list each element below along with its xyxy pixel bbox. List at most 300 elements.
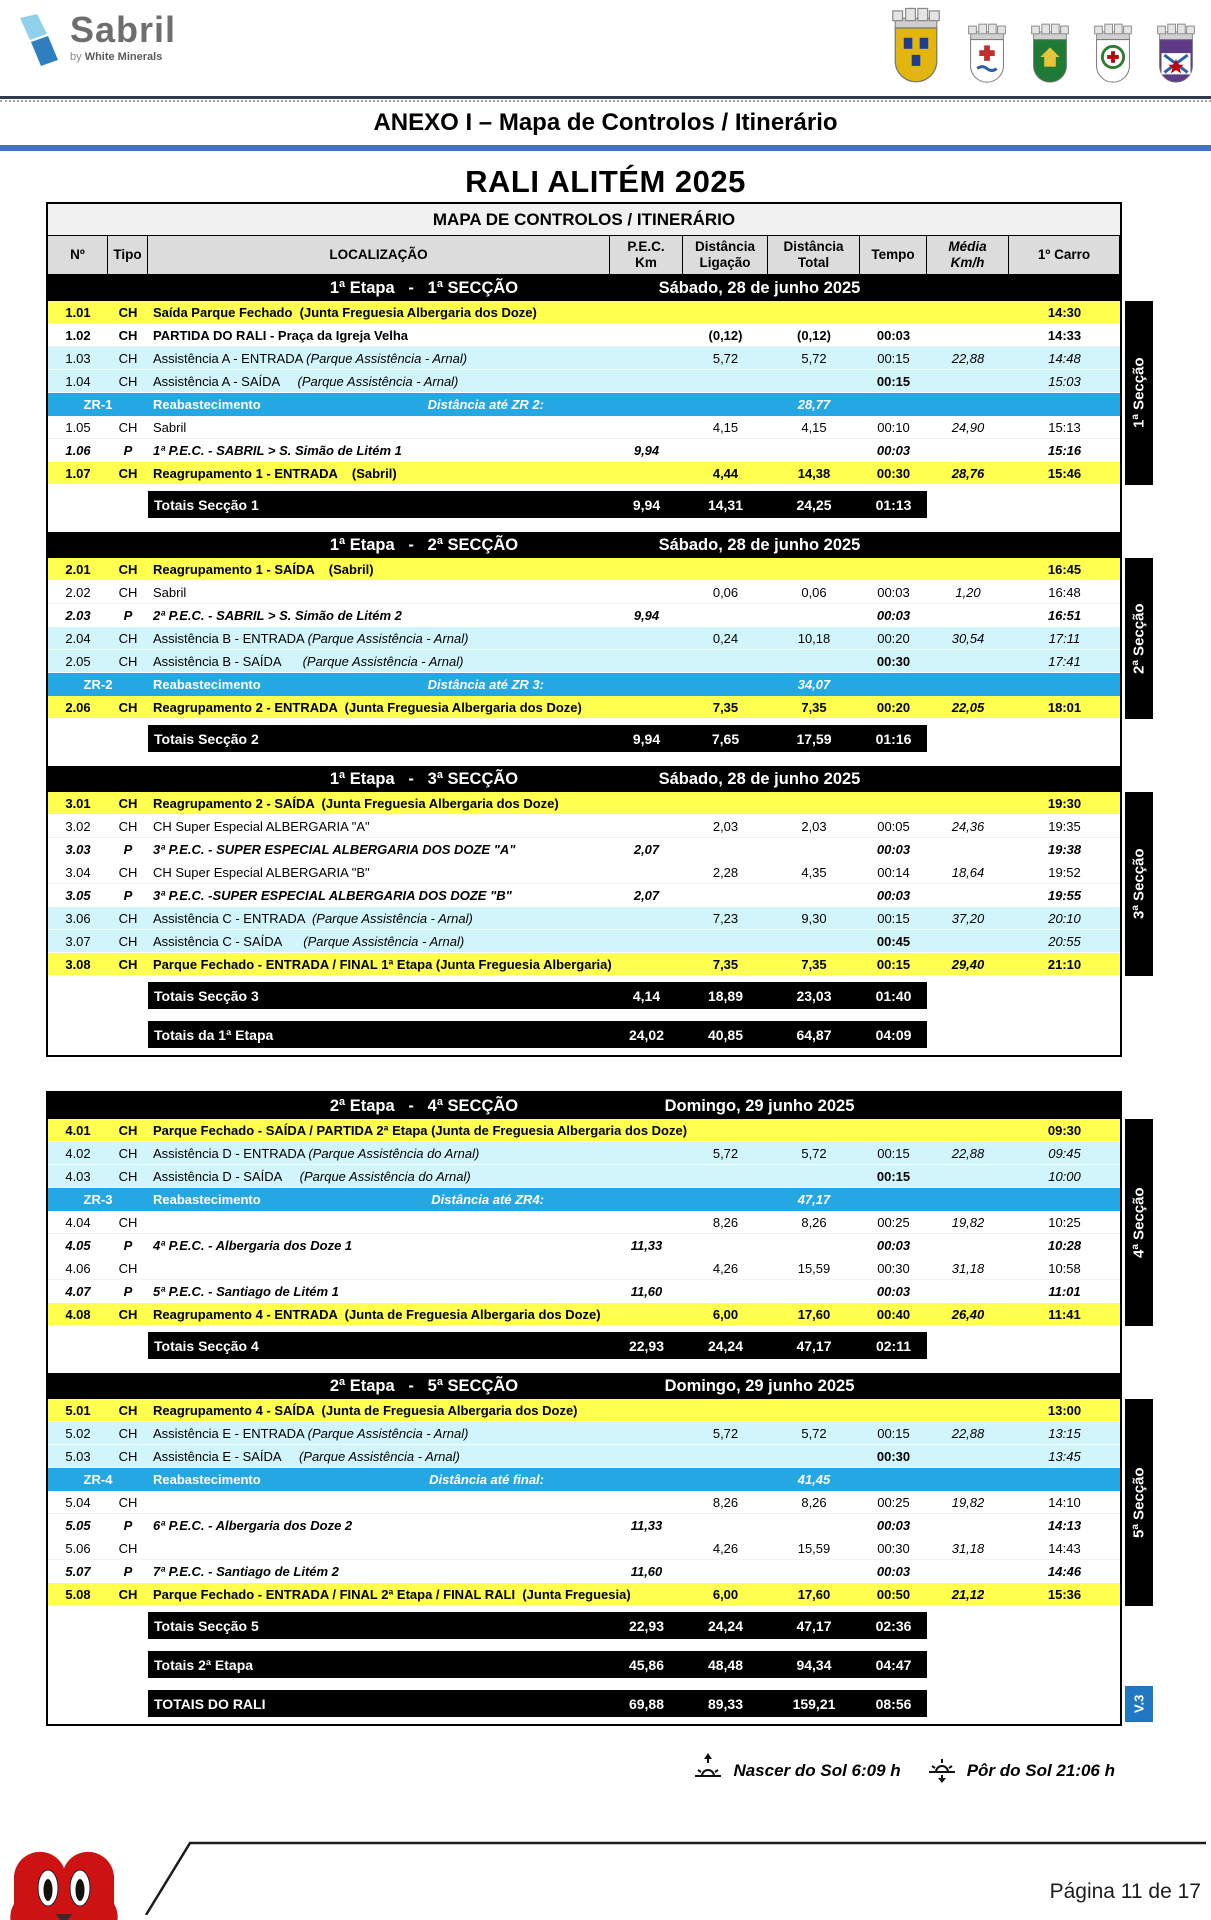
cell-dist-total: 10,18 <box>797 630 831 646</box>
cell-carro: 16:48 <box>1048 584 1081 600</box>
sunset-label: Pôr do Sol 21:06 h <box>966 1760 1115 1780</box>
cell-type: CH <box>118 350 138 366</box>
cell-tempo: 00:30 <box>876 1448 911 1464</box>
totals-tempo: 02:11 <box>875 1337 912 1354</box>
cell-carro: 14:10 <box>1048 1494 1081 1510</box>
cell-number: 1.05 <box>65 419 91 435</box>
refuel-row <box>48 1188 1120 1211</box>
cell-carro: 11:41 <box>1048 1306 1081 1322</box>
cell-number: 4.04 <box>65 1214 91 1230</box>
cell-tempo: 00:15 <box>876 1168 911 1184</box>
totals-total: 159,21 <box>792 1695 836 1712</box>
cell-tempo: 00:25 <box>877 1494 910 1510</box>
cell-type: CH <box>118 956 138 972</box>
totals-pec: 9,94 <box>632 730 661 747</box>
refuel-distance-label: Distância até ZR 2: <box>427 397 544 412</box>
refuel-id: ZR-4 <box>83 1472 113 1487</box>
cell-dist-ligacao: 5,72 <box>712 1145 739 1161</box>
totals-tempo: 01:13 <box>875 496 912 513</box>
refuel-id: ZR-3 <box>83 1192 113 1207</box>
cell-number: 4.03 <box>65 1168 91 1184</box>
cell-type: CH <box>118 584 138 600</box>
event-title: RALI ALITÉM 2025 <box>465 164 746 199</box>
sunrise-item <box>693 1752 900 1789</box>
itinerary-row <box>48 581 1120 604</box>
totals-total: 47,17 <box>796 1337 832 1354</box>
cell-number: 5.02 <box>65 1425 91 1441</box>
cell-carro: 13:00 <box>1047 1402 1082 1418</box>
section-totals-row <box>48 725 1120 752</box>
cell-tempo: 00:03 <box>876 327 911 343</box>
cell-tempo: 00:05 <box>877 818 910 834</box>
cell-tempo: 00:50 <box>876 1586 911 1602</box>
section-title: 1ª Etapa - 3ª SECÇÃO <box>329 769 519 788</box>
itinerary-row <box>48 1422 1120 1445</box>
totals-ligacao: 48,48 <box>707 1656 744 1673</box>
totals-pec: 22,93 <box>628 1617 665 1634</box>
refuel-distance-label: Distância até ZR4: <box>431 1192 544 1207</box>
cell-carro: 14:46 <box>1047 1563 1082 1579</box>
cell-tempo: 00:03 <box>876 1237 911 1253</box>
sabril-mark-icon <box>12 12 64 75</box>
crest-santiago-de-litem <box>1084 20 1142 94</box>
cell-pec-km: 11,33 <box>630 1517 663 1533</box>
itinerary-row <box>48 953 1120 976</box>
cell-media: 19,82 <box>951 1214 985 1230</box>
cell-number: 1.03 <box>65 350 91 366</box>
cell-location: Assistência C - SAÍDA (Parque Assistência - Arnal) <box>153 933 465 949</box>
cell-type: CH <box>118 1168 138 1184</box>
cell-location: Reagrupamento 1 - SAÍDA (Sabril) <box>153 561 374 577</box>
crest-row <box>879 6 1205 94</box>
section-side-tab: 2ª Secção <box>1125 558 1153 719</box>
cell-dist-total: (0,12) <box>797 327 831 343</box>
cell-carro: 20:55 <box>1048 933 1081 949</box>
cell-dist-ligacao: 7,35 <box>712 699 739 715</box>
cell-dist-ligacao: 2,03 <box>712 818 739 834</box>
cell-type: CH <box>118 1425 138 1441</box>
cell-pec-km: 11,33 <box>630 1237 663 1253</box>
cell-type: CH <box>118 630 138 646</box>
totals-tempo: 01:16 <box>875 730 912 747</box>
section-title: 1ª Etapa - 2ª SECÇÃO <box>329 535 519 554</box>
cell-dist-total: 4,35 <box>801 864 827 880</box>
totals-pec: 22,93 <box>628 1337 665 1354</box>
totals-tempo: 02:36 <box>875 1617 912 1634</box>
cell-carro: 10:00 <box>1048 1168 1081 1184</box>
cell-type: P <box>123 442 133 458</box>
section-date: Sábado, 28 de junho 2025 <box>658 535 861 554</box>
table-block-2 <box>46 1091 1148 1726</box>
cell-carro: 20:10 <box>1048 910 1081 926</box>
cell-number: 1.07 <box>65 465 91 481</box>
cell-number: 3.05 <box>65 887 91 903</box>
cell-tempo: 00:30 <box>877 1540 910 1556</box>
itinerary-row <box>48 324 1120 347</box>
cell-number: 4.05 <box>65 1237 91 1253</box>
cell-type: CH <box>118 1448 138 1464</box>
itinerary-row <box>48 815 1120 838</box>
crest-freguesia-pombal <box>958 20 1016 94</box>
cell-number: 4.06 <box>65 1260 91 1276</box>
cell-type: CH <box>118 1122 138 1138</box>
cell-number: 5.04 <box>65 1494 91 1510</box>
itinerary-row <box>48 416 1120 439</box>
section-header <box>48 1093 1120 1119</box>
cell-dist-total: 5,72 <box>801 1145 827 1161</box>
cell-location: PARTIDA DO RALI - Praça da Igreja Velha <box>153 327 409 343</box>
cell-type: CH <box>118 373 138 389</box>
totals-total: 23,03 <box>796 987 832 1004</box>
section-rows <box>48 1119 1148 1326</box>
cell-location-note: (Parque Assistência - Arnal) <box>298 1448 460 1464</box>
section <box>48 1093 1148 1359</box>
cell-number: 4.08 <box>65 1306 91 1322</box>
cell-number: 2.03 <box>65 607 91 623</box>
totals-bar <box>148 982 927 1009</box>
cell-tempo: 00:30 <box>876 653 911 669</box>
cell-location: 6ª P.E.C. - Albergaria dos Doze 2 <box>153 1517 353 1533</box>
itinerary-row <box>48 439 1120 462</box>
column-header: Média Km/h <box>926 235 1009 275</box>
cell-tempo: 00:03 <box>876 1563 911 1579</box>
cell-location: 2ª P.E.C. - SABRIL > S. Simão de Litém 2 <box>153 607 402 623</box>
totals-total: 94,34 <box>796 1656 832 1673</box>
totals-label: Totais Secção 2 <box>154 730 259 747</box>
etapa-totals-row <box>48 1021 1120 1048</box>
cell-location: Sabril <box>153 584 187 600</box>
cell-dist-total: 17,60 <box>797 1306 831 1322</box>
sabril-logo <box>12 9 177 75</box>
itinerary-row <box>48 1211 1120 1234</box>
cell-number: 4.07 <box>65 1283 91 1299</box>
cell-location-note: (Parque Assistência do Arnal) <box>299 1168 471 1184</box>
itinerary-row <box>48 696 1120 719</box>
cell-pec-km: 11,60 <box>630 1563 663 1579</box>
cell-number: 1.02 <box>65 327 91 343</box>
sunset-icon <box>927 1752 957 1789</box>
itinerary-row <box>48 1280 1120 1303</box>
cell-pec-km: 2,07 <box>633 887 660 903</box>
refuel-label: Reabastecimento <box>153 1192 261 1207</box>
section-totals-row <box>48 1612 1120 1639</box>
cell-tempo: 00:03 <box>877 584 910 600</box>
column-header: 1º Carro <box>1008 235 1120 275</box>
cell-type: CH <box>118 1586 138 1602</box>
cell-tempo: 00:03 <box>876 607 911 623</box>
cell-media: 31,18 <box>951 1540 985 1556</box>
cell-tempo: 00:03 <box>876 442 911 458</box>
sun-info <box>0 1752 1115 1789</box>
cell-dist-total: 2,03 <box>801 818 827 834</box>
cell-dist-ligacao: 0,24 <box>712 630 739 646</box>
cell-number: 5.05 <box>65 1517 91 1533</box>
header-rule-dotted <box>0 99 1211 102</box>
cell-number: 5.07 <box>65 1563 91 1579</box>
cell-location-note: (Parque Assistência - Arnal) <box>307 630 469 646</box>
refuel-distance-value: 28,77 <box>797 397 831 412</box>
itinerary-row <box>48 1399 1120 1422</box>
itinerary-row <box>48 347 1120 370</box>
itinerary-row <box>48 627 1120 650</box>
totals-bar <box>148 725 927 752</box>
section-date: Sábado, 28 de junho 2025 <box>658 769 861 788</box>
refuel-row <box>48 393 1120 416</box>
cell-location: Parque Fechado - ENTRADA / FINAL 1ª Etapa (Junta Freguesia Albergaria) <box>153 956 612 972</box>
section-title: 2ª Etapa - 5ª SECÇÃO <box>329 1376 519 1395</box>
refuel-distance-value: 34,07 <box>797 677 831 692</box>
cell-tempo: 00:03 <box>876 887 911 903</box>
cell-carro: 13:45 <box>1048 1448 1081 1464</box>
section-title: 1ª Etapa - 1ª SECÇÃO <box>329 278 519 297</box>
cell-dist-total: 15,59 <box>797 1260 831 1276</box>
cell-location: CH Super Especial ALBERGARIA "B" <box>153 864 370 880</box>
crest-albergaria-dos-doze <box>1021 20 1079 94</box>
cell-dist-total: 17,60 <box>797 1586 831 1602</box>
cell-pec-km: 9,94 <box>633 607 660 623</box>
cell-number: 2.02 <box>65 584 91 600</box>
section-rows <box>48 1399 1148 1606</box>
brand-name: Sabril <box>70 9 177 50</box>
cell-carro: 19:52 <box>1048 864 1081 880</box>
cell-carro: 19:38 <box>1047 841 1082 857</box>
itinerary-row <box>48 1445 1120 1468</box>
cell-dist-ligacao: 7,23 <box>712 910 739 926</box>
cell-dist-total: 9,30 <box>801 910 827 926</box>
cell-type: CH <box>118 910 138 926</box>
cell-media: 30,54 <box>951 630 985 646</box>
cell-type: P <box>123 1517 133 1533</box>
cell-dist-ligacao: 0,06 <box>712 584 739 600</box>
cell-dist-ligacao: 6,00 <box>712 1586 739 1602</box>
cell-dist-total: 5,72 <box>801 1425 827 1441</box>
cell-carro: 19:55 <box>1047 887 1082 903</box>
cell-media: 22,88 <box>951 1425 985 1441</box>
cell-tempo: 00:15 <box>877 1425 910 1441</box>
cell-dist-ligacao: 4,26 <box>712 1540 739 1556</box>
section-side-tab: 4ª Secção <box>1125 1119 1153 1326</box>
column-header: Distância Total <box>767 235 860 275</box>
cell-carro: 16:51 <box>1047 607 1082 623</box>
cell-carro: 19:35 <box>1048 818 1081 834</box>
table-title: MAPA DE CONTROLOS / ITINERÁRIO <box>48 204 1120 235</box>
cell-location: Reagrupamento 4 - ENTRADA (Junta de Freguesia Albergaria dos Doze) <box>153 1306 601 1322</box>
refuel-distance-value: 47,17 <box>797 1192 831 1207</box>
cell-location: 3ª P.E.C. - SUPER ESPECIAL ALBERGARIA DOS DOZE "A" <box>153 841 516 857</box>
itinerary-row <box>48 1142 1120 1165</box>
totals-label: Totais 2ª Etapa <box>154 1656 254 1673</box>
cell-media: 22,88 <box>951 1145 985 1161</box>
section <box>48 766 1148 1009</box>
cell-location-note: (Parque Assistência - Arnal) <box>307 1425 469 1441</box>
cell-location: 4ª P.E.C. - Albergaria dos Doze 1 <box>153 1237 353 1253</box>
itinerary-row <box>48 1560 1120 1583</box>
cell-carro: 18:01 <box>1047 699 1082 715</box>
section <box>48 532 1148 752</box>
cell-tempo: 00:03 <box>876 841 911 857</box>
cell-dist-ligacao: 4,26 <box>712 1260 739 1276</box>
itinerary-row <box>48 462 1120 485</box>
totals-tempo: 08:56 <box>875 1695 912 1712</box>
page-header <box>0 0 1211 96</box>
cell-location: Assistência E - ENTRADA (Parque Assistência - Arnal) <box>153 1425 469 1441</box>
cell-carro: 15:13 <box>1048 419 1081 435</box>
itinerary-row <box>48 1537 1120 1560</box>
section-side-tab: 3ª Secção <box>1125 792 1153 976</box>
refuel-id: ZR-2 <box>83 677 113 692</box>
cell-number: 2.05 <box>65 653 91 669</box>
cell-dist-ligacao: 8,26 <box>712 1494 739 1510</box>
version-tab: V.3 <box>1125 1686 1153 1722</box>
cell-tempo: 00:15 <box>876 956 911 972</box>
sunrise-label: Nascer do Sol 6:09 h <box>733 1760 901 1780</box>
cell-location: Assistência B - ENTRADA (Parque Assistência - Arnal) <box>153 630 469 646</box>
totals-tempo: 04:09 <box>875 1026 912 1043</box>
cell-carro: 17:41 <box>1048 653 1081 669</box>
cell-carro: 14:30 <box>1047 304 1082 320</box>
cell-tempo: 00:15 <box>876 373 911 389</box>
cell-pec-km: 2,07 <box>633 841 660 857</box>
cell-carro: 09:30 <box>1047 1122 1082 1138</box>
refuel-labels <box>148 677 610 692</box>
cell-number: 3.04 <box>65 864 91 880</box>
cell-number: 3.07 <box>65 933 91 949</box>
cell-type: CH <box>118 561 138 577</box>
itinerary-row <box>48 838 1120 861</box>
totals-ligacao: 24,24 <box>707 1337 744 1354</box>
totals-label: Totais Secção 1 <box>154 496 259 513</box>
itinerary-row <box>48 792 1120 815</box>
itinerary-row <box>48 907 1120 930</box>
cell-number: 2.04 <box>65 630 91 646</box>
cell-dist-total: 8,26 <box>801 1494 827 1510</box>
cell-location-note: (Parque Assistência - Arnal) <box>297 373 459 389</box>
cell-type: CH <box>118 1260 138 1276</box>
totals-ligacao: 24,24 <box>707 1617 744 1634</box>
column-header: Distância Ligação <box>682 235 768 275</box>
cell-location: Parque Fechado - SAÍDA / PARTIDA 2ª Etapa (Junta de Freguesia Albergaria dos Doze) <box>153 1122 688 1138</box>
refuel-label: Reabastecimento <box>153 677 261 692</box>
cell-type: CH <box>118 864 138 880</box>
itinerary-row <box>48 604 1120 627</box>
cell-tempo: 00:20 <box>876 699 911 715</box>
totals-tempo: 04:47 <box>875 1656 912 1673</box>
cell-dist-ligacao: 4,44 <box>712 465 739 481</box>
column-header: LOCALIZAÇÃO <box>147 235 610 275</box>
cell-media: 22,05 <box>951 699 985 715</box>
totals-bar <box>148 1651 927 1678</box>
cell-dist-ligacao: (0,12) <box>708 327 743 343</box>
cell-number: 3.02 <box>65 818 91 834</box>
itinerary-row <box>48 558 1120 581</box>
cell-dist-ligacao: 5,72 <box>712 1425 739 1441</box>
refuel-labels <box>148 397 610 412</box>
column-header: Nº <box>47 235 108 275</box>
totals-bar <box>148 1332 927 1359</box>
cell-number: 5.03 <box>65 1448 91 1464</box>
cell-number: 1.06 <box>65 442 91 458</box>
refuel-distance-label: Distância até final: <box>429 1472 544 1487</box>
cell-type: CH <box>118 818 138 834</box>
cell-number: 3.06 <box>65 910 91 926</box>
itinerary-row <box>48 861 1120 884</box>
cell-location-note: (Parque Assistência - Arnal) <box>303 933 465 949</box>
cell-tempo: 00:40 <box>876 1306 911 1322</box>
itinerary-row <box>48 370 1120 393</box>
cell-number: 3.03 <box>65 841 91 857</box>
cell-number: 4.01 <box>65 1122 91 1138</box>
cell-dist-total: 15,59 <box>797 1540 831 1556</box>
itinerary-row <box>48 301 1120 324</box>
cell-location-note: (Parque Assistência do Arnal) <box>308 1145 480 1161</box>
totals-ligacao: 14,31 <box>707 496 744 513</box>
section-rows <box>48 792 1148 976</box>
refuel-row <box>48 1468 1120 1491</box>
cell-type: CH <box>118 795 138 811</box>
cell-location: Assistência D - SAÍDA (Parque Assistência do Arnal) <box>153 1168 471 1184</box>
cell-location-note: (Parque Assistência - Arnal) <box>302 653 464 669</box>
totals-label: TOTAIS DO RALI <box>154 1695 266 1712</box>
cell-pec-km: 9,94 <box>633 442 660 458</box>
refuel-distance-label: Distância até ZR 3: <box>427 677 544 692</box>
refuel-labels <box>148 1192 610 1207</box>
cell-number: 3.01 <box>65 795 91 811</box>
cell-number: 1.01 <box>65 304 91 320</box>
refuel-row <box>48 673 1120 696</box>
cell-type: CH <box>118 699 138 715</box>
page-number: Página 11 de 17 <box>1049 1880 1201 1903</box>
itinerary-row <box>48 650 1120 673</box>
cell-type: P <box>123 887 133 903</box>
cell-dist-ligacao: 7,35 <box>712 956 739 972</box>
cell-type: CH <box>118 1306 138 1322</box>
cell-location: Reagrupamento 4 - SAÍDA (Junta de Freguesia Albergaria dos Doze) <box>153 1402 578 1418</box>
cell-carro: 15:36 <box>1047 1586 1082 1602</box>
cell-tempo: 00:25 <box>877 1214 910 1230</box>
etapa-totals-row <box>48 1651 1120 1678</box>
cell-type: CH <box>118 1214 138 1230</box>
cell-carro: 14:48 <box>1048 350 1081 366</box>
column-header-row <box>48 235 1120 275</box>
cell-location: 3ª P.E.C. -SUPER ESPECIAL ALBERGARIA DOS DOZE "B" <box>153 887 512 903</box>
section-totals-row <box>48 1332 1120 1359</box>
cell-location: Assistência A - ENTRADA (Parque Assistência - Arnal) <box>153 350 468 366</box>
totals-total: 47,17 <box>796 1617 832 1634</box>
cell-location: CH Super Especial ALBERGARIA "A" <box>153 818 370 834</box>
refuel-label: Reabastecimento <box>153 1472 261 1487</box>
section-title: 2ª Etapa - 4ª SECÇÃO <box>329 1096 519 1115</box>
sunset-item <box>927 1752 1115 1789</box>
refuel-distance-value: 41,45 <box>797 1472 831 1487</box>
totals-pec: 4,14 <box>632 987 661 1004</box>
cell-type: CH <box>118 1494 138 1510</box>
totals-bar <box>148 1021 927 1048</box>
cell-carro: 13:15 <box>1048 1425 1081 1441</box>
page-footer <box>0 1820 1211 1920</box>
cell-carro: 15:03 <box>1048 373 1081 389</box>
cell-location: 7ª P.E.C. - Santiago de Litém 2 <box>153 1563 339 1579</box>
totals-ligacao: 18,89 <box>707 987 744 1004</box>
totals-label: Totais Secção 4 <box>154 1337 259 1354</box>
cell-number: 5.01 <box>65 1402 91 1418</box>
crest-sao-simao-de-litem <box>1147 20 1205 94</box>
cell-media: 21,12 <box>951 1586 985 1602</box>
totals-total: 17,59 <box>796 730 832 747</box>
cell-carro: 10:28 <box>1047 1237 1082 1253</box>
cell-carro: 21:10 <box>1047 956 1082 972</box>
cell-media: 24,36 <box>951 818 985 834</box>
cell-type: P <box>123 1563 133 1579</box>
